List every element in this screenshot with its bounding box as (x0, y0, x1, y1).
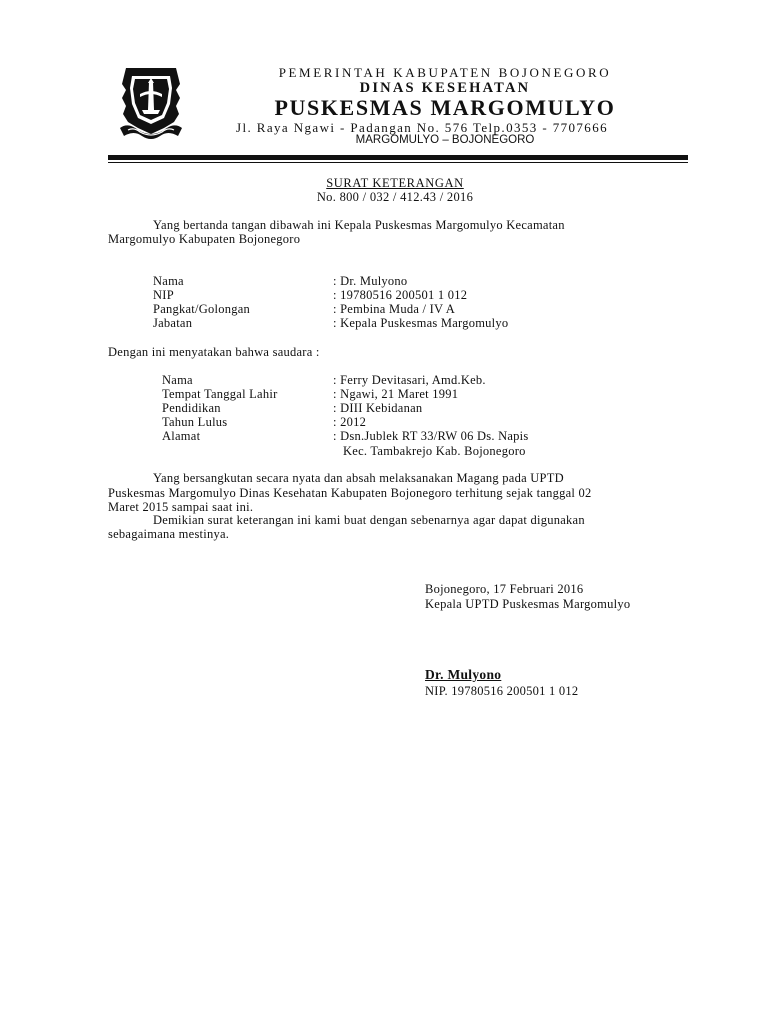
document-number: No. 800 / 032 / 412.43 / 2016 (316, 190, 474, 204)
signer-field-label: Jabatan (153, 316, 193, 330)
intro-text-line1: Yang bertanda tangan dibawah ini Kepala Puskesmas Margomulyo Kecamatan (153, 218, 565, 232)
document-title: SURAT KETERANGAN (326, 176, 464, 190)
intro-text-line2: Margomulyo Kabupaten Bojonegoro (108, 232, 301, 246)
signer-field-value: : Dr. Mulyono (333, 274, 408, 288)
subject-field-label: Tahun Lulus (162, 415, 228, 429)
letterhead-divider-thin (108, 162, 688, 163)
subject-field-value: : Ferry Devitasari, Amd.Keb. (333, 373, 486, 387)
letterhead-location: MARGOMULYO – BOJONEGORO (355, 134, 535, 146)
subject-field-value: : Ngawi, 21 Maret 1991 (333, 387, 459, 401)
subject-address-continuation: Kec. Tambakrejo Kab. Bojonegoro (343, 444, 526, 458)
signer-nip: NIP. 19780516 200501 1 012 (425, 684, 579, 698)
kabupaten-emblem-logo (118, 64, 184, 142)
statement-text: Dengan ini menyatakan bahwa saudara : (108, 345, 320, 359)
subject-field-value: : Dsn.Jublek RT 33/RW 06 Ds. Napis (333, 429, 529, 443)
subject-field-value: : DIII Kebidanan (333, 401, 423, 415)
subject-field-value: : 2012 (333, 415, 367, 429)
signer-name: Dr. Mulyono (425, 667, 502, 682)
letterhead-address: Jl. Raya Ngawi - Padangan No. 576 Telp.0353 - 7707666 (236, 120, 609, 135)
subject-field-label: Pendidikan (162, 401, 221, 415)
signer-field-value: : 19780516 200501 1 012 (333, 288, 468, 302)
subject-field-label: Tempat Tanggal Lahir (162, 387, 278, 401)
body-text-line2: Puskesmas Margomulyo Dinas Kesehatan Kabupaten Bojonegoro terhitung sejak tanggal 02 (108, 486, 592, 500)
signer-field-label: Pangkat/Golongan (153, 302, 251, 316)
signer-field-value: : Pembina Muda / IV A (333, 302, 456, 316)
subject-field-label: Alamat (162, 429, 201, 443)
body-text-line3: Maret 2015 sampai saat ini. (108, 500, 254, 514)
closing-text-line1: Demikian surat keterangan ini kami buat dengan sebenarnya agar dapat digunakan (153, 513, 585, 527)
signer-field-value: : Kepala Puskesmas Margomulyo (333, 316, 509, 330)
subject-field-label: Nama (162, 373, 193, 387)
signature-place-date: Bojonegoro, 17 Februari 2016 (425, 582, 584, 596)
body-text-line1: Yang bersangkutan secara nyata dan absah melaksanakan Magang pada UPTD (153, 471, 564, 485)
letterhead-government: PEMERINTAH KABUPATEN BOJONEGORO (278, 65, 612, 80)
closing-text-line2: sebagaimana mestinya. (108, 527, 230, 541)
signature-position: Kepala UPTD Puskesmas Margomulyo (425, 597, 631, 611)
letterhead-divider-thick (108, 155, 688, 160)
signer-field-label: NIP (153, 288, 174, 302)
letterhead-department: DINAS KESEHATAN (359, 80, 531, 96)
signer-field-label: Nama (153, 274, 184, 288)
letterhead-institution: PUSKESMAS MARGOMULYO (274, 95, 616, 120)
